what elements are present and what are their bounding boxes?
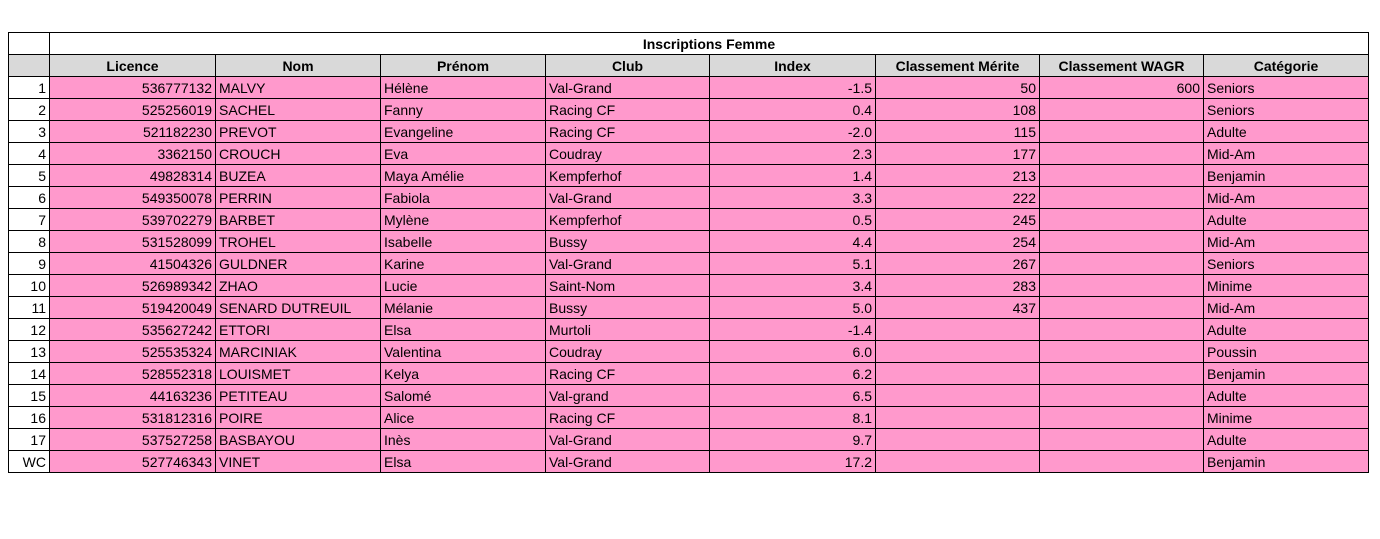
table-row xyxy=(9,407,1369,429)
table-row xyxy=(9,385,1369,407)
index-cell: 17.2 xyxy=(710,451,876,473)
nom-cell: GULDNER xyxy=(216,253,381,275)
table-row xyxy=(9,143,1369,165)
classement-wagr-cell xyxy=(1040,319,1204,341)
table-row xyxy=(9,209,1369,231)
nom-cell: PREVOT xyxy=(216,121,381,143)
classement-merite-cell: 283 xyxy=(876,275,1040,297)
classement-merite-cell: 254 xyxy=(876,231,1040,253)
column-header-categorie: Catégorie xyxy=(1204,55,1369,77)
club-cell: Racing CF xyxy=(546,363,710,385)
categorie-cell: Minime xyxy=(1204,275,1369,297)
table-row xyxy=(9,77,1369,99)
column-header-licence: Licence xyxy=(50,55,216,77)
row-number: 11 xyxy=(9,297,50,319)
prenom-cell: Fanny xyxy=(381,99,546,121)
nom-cell: POIRE xyxy=(216,407,381,429)
licence-cell: 44163236 xyxy=(50,385,216,407)
index-cell: 0.5 xyxy=(710,209,876,231)
categorie-cell: Adulte xyxy=(1204,121,1369,143)
categorie-cell: Adulte xyxy=(1204,209,1369,231)
categorie-cell: Adulte xyxy=(1204,385,1369,407)
index-cell: 0.4 xyxy=(710,99,876,121)
row-number: WC xyxy=(9,451,50,473)
categorie-cell: Benjamin xyxy=(1204,363,1369,385)
prenom-cell: Maya Amélie xyxy=(381,165,546,187)
club-cell: Murtoli xyxy=(546,319,710,341)
licence-cell: 536777132 xyxy=(50,77,216,99)
licence-cell: 531528099 xyxy=(50,231,216,253)
column-header-nom: Nom xyxy=(216,55,381,77)
row-number-header xyxy=(9,55,50,77)
column-header-classement-wagr: Classement WAGR xyxy=(1040,55,1204,77)
licence-cell: 521182230 xyxy=(50,121,216,143)
prenom-cell: Alice xyxy=(381,407,546,429)
classement-merite-cell: 437 xyxy=(876,297,1040,319)
categorie-cell: Minime xyxy=(1204,407,1369,429)
nom-cell: TROHEL xyxy=(216,231,381,253)
licence-cell: 41504326 xyxy=(50,253,216,275)
nom-cell: LOUISMET xyxy=(216,363,381,385)
table-title: Inscriptions Femme xyxy=(50,33,1369,55)
club-cell: Kempferhof xyxy=(546,165,710,187)
categorie-cell: Mid-Am xyxy=(1204,231,1369,253)
classement-merite-cell xyxy=(876,407,1040,429)
column-header-index: Index xyxy=(710,55,876,77)
row-number: 15 xyxy=(9,385,50,407)
licence-cell: 531812316 xyxy=(50,407,216,429)
nom-cell: CROUCH xyxy=(216,143,381,165)
licence-cell: 537527258 xyxy=(50,429,216,451)
table-row xyxy=(9,451,1369,473)
licence-cell: 49828314 xyxy=(50,165,216,187)
index-cell: 5.0 xyxy=(710,297,876,319)
club-cell: Val-Grand xyxy=(546,253,710,275)
licence-cell: 526989342 xyxy=(50,275,216,297)
licence-cell: 549350078 xyxy=(50,187,216,209)
table-row xyxy=(9,165,1369,187)
club-cell: Coudray xyxy=(546,341,710,363)
club-cell: Racing CF xyxy=(546,121,710,143)
classement-merite-cell: 267 xyxy=(876,253,1040,275)
licence-cell: 525256019 xyxy=(50,99,216,121)
categorie-cell: Mid-Am xyxy=(1204,143,1369,165)
classement-wagr-cell xyxy=(1040,253,1204,275)
row-number: 17 xyxy=(9,429,50,451)
licence-cell: 525535324 xyxy=(50,341,216,363)
club-cell: Kempferhof xyxy=(546,209,710,231)
index-cell: 2.3 xyxy=(710,143,876,165)
prenom-cell: Salomé xyxy=(381,385,546,407)
table-row xyxy=(9,275,1369,297)
nom-cell: SENARD DUTREUIL xyxy=(216,297,381,319)
classement-wagr-cell xyxy=(1040,121,1204,143)
nom-cell: VINET xyxy=(216,451,381,473)
club-cell: Val-Grand xyxy=(546,429,710,451)
categorie-cell: Adulte xyxy=(1204,429,1369,451)
licence-cell: 527746343 xyxy=(50,451,216,473)
prenom-cell: Lucie xyxy=(381,275,546,297)
classement-wagr-cell xyxy=(1040,363,1204,385)
club-cell: Val-Grand xyxy=(546,451,710,473)
classement-wagr-cell xyxy=(1040,187,1204,209)
classement-wagr-cell xyxy=(1040,341,1204,363)
classement-merite-cell xyxy=(876,385,1040,407)
classement-wagr-cell: 600 xyxy=(1040,77,1204,99)
club-cell: Val-Grand xyxy=(546,187,710,209)
column-header-classement-merite: Classement Mérite xyxy=(876,55,1040,77)
index-cell: -2.0 xyxy=(710,121,876,143)
index-cell: 4.4 xyxy=(710,231,876,253)
table-row xyxy=(9,341,1369,363)
categorie-cell: Poussin xyxy=(1204,341,1369,363)
classement-wagr-cell xyxy=(1040,231,1204,253)
row-number: 5 xyxy=(9,165,50,187)
row-number: 4 xyxy=(9,143,50,165)
row-number: 1 xyxy=(9,77,50,99)
classement-wagr-cell xyxy=(1040,143,1204,165)
column-header-prenom: Prénom xyxy=(381,55,546,77)
row-number: 16 xyxy=(9,407,50,429)
index-cell: 6.2 xyxy=(710,363,876,385)
club-cell: Bussy xyxy=(546,297,710,319)
licence-cell: 528552318 xyxy=(50,363,216,385)
table-row xyxy=(9,231,1369,253)
row-number: 13 xyxy=(9,341,50,363)
prenom-cell: Hélène xyxy=(381,77,546,99)
classement-merite-cell xyxy=(876,319,1040,341)
table-row xyxy=(9,187,1369,209)
classement-merite-cell xyxy=(876,451,1040,473)
index-cell: 8.1 xyxy=(710,407,876,429)
index-cell: 5.1 xyxy=(710,253,876,275)
index-cell: 6.5 xyxy=(710,385,876,407)
row-number: 7 xyxy=(9,209,50,231)
prenom-cell: Inès xyxy=(381,429,546,451)
categorie-cell: Mid-Am xyxy=(1204,187,1369,209)
column-header-club: Club xyxy=(546,55,710,77)
row-number: 10 xyxy=(9,275,50,297)
classement-wagr-cell xyxy=(1040,451,1204,473)
table-row xyxy=(9,297,1369,319)
categorie-cell: Seniors xyxy=(1204,99,1369,121)
classement-wagr-cell xyxy=(1040,99,1204,121)
categorie-cell: Seniors xyxy=(1204,253,1369,275)
categorie-cell: Mid-Am xyxy=(1204,297,1369,319)
table-row xyxy=(9,363,1369,385)
nom-cell: BUZEA xyxy=(216,165,381,187)
classement-merite-cell: 177 xyxy=(876,143,1040,165)
index-cell: 1.4 xyxy=(710,165,876,187)
index-cell: 6.0 xyxy=(710,341,876,363)
prenom-cell: Karine xyxy=(381,253,546,275)
row-number: 8 xyxy=(9,231,50,253)
categorie-cell: Adulte xyxy=(1204,319,1369,341)
categorie-cell: Seniors xyxy=(1204,77,1369,99)
table-row xyxy=(9,99,1369,121)
prenom-cell: Mélanie xyxy=(381,297,546,319)
nom-cell: ZHAO xyxy=(216,275,381,297)
table-row xyxy=(9,253,1369,275)
licence-cell: 539702279 xyxy=(50,209,216,231)
prenom-cell: Eva xyxy=(381,143,546,165)
club-cell: Saint-Nom xyxy=(546,275,710,297)
index-cell: -1.5 xyxy=(710,77,876,99)
nom-cell: BARBET xyxy=(216,209,381,231)
classement-wagr-cell xyxy=(1040,275,1204,297)
prenom-cell: Isabelle xyxy=(381,231,546,253)
corner-cell xyxy=(9,33,50,55)
index-cell: 3.4 xyxy=(710,275,876,297)
licence-cell: 3362150 xyxy=(50,143,216,165)
prenom-cell: Fabiola xyxy=(381,187,546,209)
table-row xyxy=(9,121,1369,143)
classement-wagr-cell xyxy=(1040,165,1204,187)
table-row xyxy=(9,429,1369,451)
nom-cell: PERRIN xyxy=(216,187,381,209)
classement-merite-cell: 50 xyxy=(876,77,1040,99)
index-cell: 3.3 xyxy=(710,187,876,209)
classement-wagr-cell xyxy=(1040,429,1204,451)
nom-cell: ETTORI xyxy=(216,319,381,341)
licence-cell: 519420049 xyxy=(50,297,216,319)
classement-merite-cell: 245 xyxy=(876,209,1040,231)
prenom-cell: Elsa xyxy=(381,319,546,341)
classement-merite-cell: 108 xyxy=(876,99,1040,121)
classement-merite-cell xyxy=(876,363,1040,385)
table-body xyxy=(9,77,1369,473)
classement-wagr-cell xyxy=(1040,385,1204,407)
nom-cell: SACHEL xyxy=(216,99,381,121)
row-number: 12 xyxy=(9,319,50,341)
nom-cell: BASBAYOU xyxy=(216,429,381,451)
classement-merite-cell: 213 xyxy=(876,165,1040,187)
classement-wagr-cell xyxy=(1040,407,1204,429)
prenom-cell: Valentina xyxy=(381,341,546,363)
nom-cell: MALVY xyxy=(216,77,381,99)
row-number: 9 xyxy=(9,253,50,275)
index-cell: 9.7 xyxy=(710,429,876,451)
classement-wagr-cell xyxy=(1040,297,1204,319)
club-cell: Val-Grand xyxy=(546,77,710,99)
classement-wagr-cell xyxy=(1040,209,1204,231)
row-number: 6 xyxy=(9,187,50,209)
categorie-cell: Benjamin xyxy=(1204,165,1369,187)
prenom-cell: Evangeline xyxy=(381,121,546,143)
club-cell: Racing CF xyxy=(546,99,710,121)
row-number: 2 xyxy=(9,99,50,121)
club-cell: Val-grand xyxy=(546,385,710,407)
nom-cell: MARCINIAK xyxy=(216,341,381,363)
index-cell: -1.4 xyxy=(710,319,876,341)
registrations-table xyxy=(8,32,1369,473)
licence-cell: 535627242 xyxy=(50,319,216,341)
nom-cell: PETITEAU xyxy=(216,385,381,407)
club-cell: Coudray xyxy=(546,143,710,165)
row-number: 3 xyxy=(9,121,50,143)
prenom-cell: Mylène xyxy=(381,209,546,231)
prenom-cell: Kelya xyxy=(381,363,546,385)
club-cell: Bussy xyxy=(546,231,710,253)
row-number: 14 xyxy=(9,363,50,385)
table-row xyxy=(9,319,1369,341)
prenom-cell: Elsa xyxy=(381,451,546,473)
club-cell: Racing CF xyxy=(546,407,710,429)
classement-merite-cell: 115 xyxy=(876,121,1040,143)
classement-merite-cell: 222 xyxy=(876,187,1040,209)
classement-merite-cell xyxy=(876,429,1040,451)
classement-merite-cell xyxy=(876,341,1040,363)
categorie-cell: Benjamin xyxy=(1204,451,1369,473)
